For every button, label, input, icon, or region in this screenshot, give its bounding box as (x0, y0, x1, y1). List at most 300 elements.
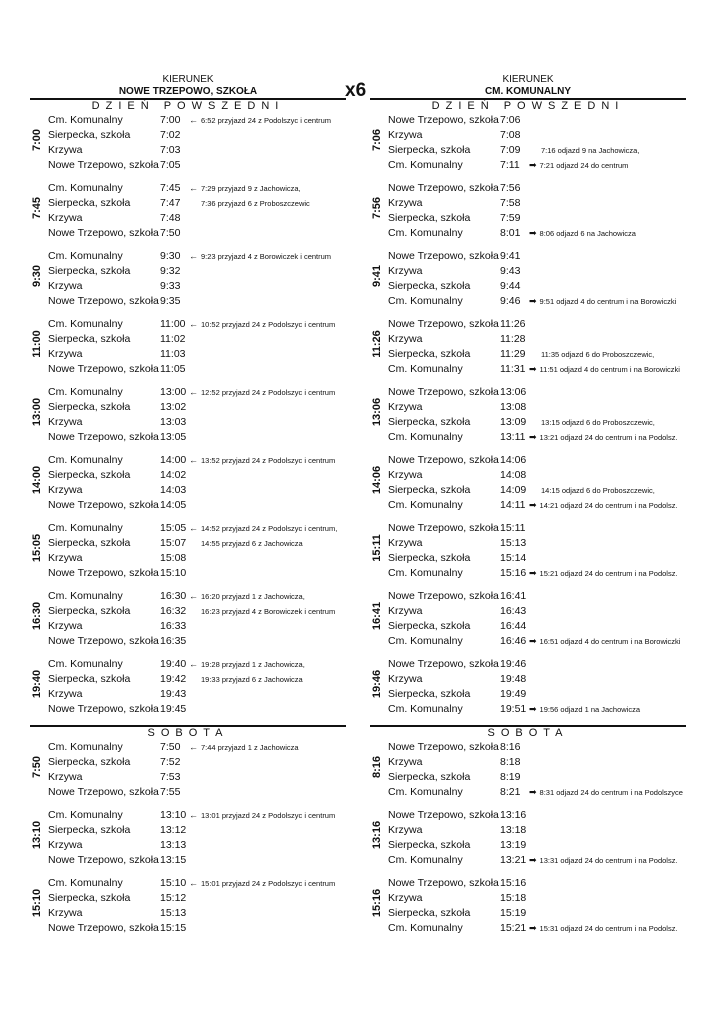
stop-time: 15:11 (500, 522, 526, 534)
stop-row (388, 838, 688, 853)
stop-row (388, 823, 688, 838)
stop-row (48, 740, 348, 755)
stop-row (388, 196, 688, 211)
stop-name: Krzywa (388, 401, 423, 413)
stop-time: 11:28 (500, 333, 526, 345)
stop-name: Krzywa (388, 197, 423, 209)
stop-name: Sierpecka, szkoła (48, 605, 131, 617)
stop-time: 16:44 (500, 620, 527, 632)
stop-time: 11:31 (500, 363, 526, 375)
stop-name: Sierpecka, szkoła (388, 620, 471, 632)
stop-row (48, 566, 348, 581)
arrow-right-icon: ➡ (529, 636, 537, 646)
stop-name: Cm. Komunalny (48, 658, 123, 670)
stop-name: Cm. Komunalny (48, 250, 123, 262)
stop-row (48, 672, 348, 687)
departure-time-vertical (30, 453, 44, 507)
stop-time: 9:44 (500, 280, 521, 292)
saturday-section-label: SOBOTA (147, 727, 229, 739)
departure-block (30, 521, 346, 589)
stop-time: 13:02 (160, 401, 187, 413)
stop-row (388, 181, 688, 196)
departure-time-label: 8:16 (371, 755, 383, 779)
stop-name: Nowe Trzepowo, szkoła (388, 182, 499, 194)
stop-name: Cm. Komunalny (388, 567, 463, 579)
stop-row (388, 294, 688, 309)
stop-time: 16:35 (160, 635, 187, 647)
stop-time: 15:10 (160, 877, 187, 889)
departure-time-vertical (370, 657, 384, 711)
stop-time: 9:46 (500, 295, 521, 307)
stop-name: Krzywa (48, 416, 83, 428)
stop-time: 13:11 (500, 431, 526, 443)
stop-name: Cm. Komunalny (388, 854, 463, 866)
departure-time-vertical (30, 740, 44, 794)
stop-name: Krzywa (48, 144, 83, 156)
stop-time: 7:00 (160, 114, 181, 126)
stop-name: Krzywa (388, 756, 423, 768)
stop-name: Krzywa (388, 824, 423, 836)
stop-row (388, 634, 688, 649)
kierunek-label: KIERUNEK (502, 74, 554, 85)
stop-time: 15:16 (500, 567, 527, 579)
stop-time: 8:21 (500, 786, 521, 798)
kierunek-label: KIERUNEK (162, 74, 214, 85)
departure-time-label: 19:46 (371, 669, 383, 699)
stop-row (388, 657, 688, 672)
stop-time: 13:16 (500, 809, 527, 821)
stop-row (388, 687, 688, 702)
stop-name: Sierpecka, szkoła (388, 907, 471, 919)
stop-row (48, 279, 348, 294)
stop-name: Sierpecka, szkoła (388, 839, 471, 851)
departure-block (370, 808, 686, 876)
stop-name: Krzywa (388, 673, 423, 685)
arrow-right-icon: ➡ (529, 923, 537, 933)
connection-note (541, 483, 655, 498)
stop-time: 7:03 (160, 144, 181, 156)
departure-block (370, 249, 686, 317)
connection-note-text: 19:33 przyjazd 6 z Jachowicza (201, 675, 303, 684)
stop-row (388, 808, 688, 823)
stop-time: 13:18 (500, 824, 527, 836)
stop-row (388, 891, 688, 906)
connection-note (189, 113, 331, 128)
stop-name: Krzywa (48, 839, 83, 851)
stop-time: 9:33 (160, 280, 181, 292)
stop-row (48, 483, 348, 498)
connection-note-text: 7:29 przyjazd 9 z Jachowicza, (201, 184, 301, 193)
connection-note (529, 294, 676, 309)
connection-note (529, 226, 636, 241)
stop-name: Krzywa (48, 620, 83, 632)
saturday-blocks (370, 740, 686, 944)
stop-time: 7:09 (500, 144, 521, 156)
stop-name: Krzywa (48, 552, 83, 564)
stop-row (48, 143, 348, 158)
stop-row (48, 128, 348, 143)
stop-name: Krzywa (388, 265, 423, 277)
stop-row (388, 551, 688, 566)
connection-note (189, 876, 335, 891)
connection-note-text: 10:52 przyjazd 24 z Podolszyc i centrum (201, 320, 336, 329)
departure-time-label: 16:30 (31, 601, 43, 631)
stop-name: Cm. Komunalny (48, 741, 123, 753)
stop-name: Cm. Komunalny (48, 318, 123, 330)
stop-time: 11:00 (160, 318, 186, 330)
stop-row (48, 634, 348, 649)
stop-time: 19:42 (160, 673, 187, 685)
stop-name: Nowe Trzepowo, szkoła (48, 786, 159, 798)
stop-row (48, 498, 348, 513)
stop-row (48, 619, 348, 634)
departure-time-label: 11:26 (371, 330, 383, 358)
connection-note (189, 521, 337, 536)
arrow-right-icon: ➡ (529, 704, 537, 714)
stop-time: 19:51 (500, 703, 527, 715)
connection-note-text: 14:21 odjazd 24 do centrum i na Podolsz. (539, 501, 678, 510)
connection-note-text: 13:01 przyjazd 24 z Podolszyc i centrum (201, 811, 336, 820)
stop-row (388, 113, 688, 128)
stop-row (388, 211, 688, 226)
departure-time-label: 14:00 (31, 465, 43, 495)
stop-name: Nowe Trzepowo, szkoła (48, 635, 159, 647)
stop-row (48, 702, 348, 717)
stop-name: Cm. Komunalny (48, 386, 123, 398)
stop-row (48, 785, 348, 800)
departure-time-label: 13:00 (31, 397, 43, 427)
connection-note-text: 13:31 odjazd 24 do centrum i na Podolsz. (539, 856, 678, 865)
direction-header (30, 74, 346, 98)
stop-row (48, 453, 348, 468)
stop-time: 14:11 (500, 499, 526, 511)
stop-name: Sierpecka, szkoła (388, 212, 471, 224)
stop-row (388, 362, 688, 377)
stop-name: Sierpecka, szkoła (388, 771, 471, 783)
departure-time-label: 9:41 (371, 264, 383, 288)
stop-row (388, 604, 688, 619)
departure-time-vertical (370, 589, 384, 643)
connection-note (201, 536, 303, 551)
stop-name: Sierpecka, szkoła (48, 469, 131, 481)
stop-time: 15:08 (160, 552, 187, 564)
connection-note-text: 19:56 odjazd 1 na Jachowicza (539, 705, 641, 714)
saturday-section-label: SOBOTA (487, 727, 569, 739)
stop-row (48, 755, 348, 770)
stop-row (388, 619, 688, 634)
stop-row (388, 740, 688, 755)
stop-row (48, 921, 348, 936)
departure-block (30, 876, 346, 944)
stop-row (388, 279, 688, 294)
connection-note-text: 14:15 odjazd 6 do Proboszczewic, (541, 486, 655, 495)
stop-row (48, 589, 348, 604)
stop-time: 19:48 (500, 673, 527, 685)
stop-row (388, 347, 688, 362)
stop-row (48, 400, 348, 415)
stop-row (48, 347, 348, 362)
departure-time-vertical (30, 113, 44, 167)
departure-block (370, 181, 686, 249)
departure-time-vertical (370, 317, 384, 371)
departure-time-label: 11:00 (31, 330, 43, 358)
stop-time: 15:15 (160, 922, 187, 934)
departure-time-vertical (30, 385, 44, 439)
stop-time: 14:03 (160, 484, 187, 496)
stop-name: Nowe Trzepowo, szkoła (388, 318, 499, 330)
departure-block (370, 453, 686, 521)
stop-row (388, 158, 688, 173)
stop-row (48, 536, 348, 551)
stop-name: Krzywa (48, 907, 83, 919)
connection-note (541, 143, 639, 158)
arrow-right-icon: ➡ (529, 364, 537, 374)
departure-time-vertical (30, 317, 44, 371)
connection-note-text: 7:16 odjazd 9 na Jachowicza, (541, 146, 640, 155)
connection-note (529, 634, 680, 649)
stop-name: Krzywa (48, 280, 83, 292)
arrow-right-icon: ➡ (529, 500, 537, 510)
departure-time-label: 13:10 (31, 820, 43, 850)
stop-time: 15:14 (500, 552, 527, 564)
saturday-blocks (30, 740, 346, 944)
departure-time-label: 13:16 (371, 820, 383, 850)
connection-note (201, 604, 335, 619)
stop-row (48, 906, 348, 921)
connection-note-text: 8:31 odjazd 24 do centrum i na Podolszyce (539, 788, 683, 797)
arrow-left-icon: ← (189, 523, 198, 533)
stop-time: 14:06 (500, 454, 527, 466)
departure-time-label: 15:16 (371, 888, 383, 918)
departure-block (30, 385, 346, 453)
stop-time: 9:43 (500, 265, 521, 277)
stop-name: Cm. Komunalny (388, 922, 463, 934)
stop-row (48, 876, 348, 891)
stop-name: Cm. Komunalny (48, 809, 123, 821)
stop-row (48, 430, 348, 445)
departure-block (30, 808, 346, 876)
stop-name: Sierpecka, szkoła (48, 333, 131, 345)
stop-row (388, 483, 688, 498)
destination-title: NOWE TRZEPOWO, SZKOŁA (118, 86, 258, 97)
departure-block (30, 589, 346, 657)
connection-note (201, 672, 303, 687)
stop-row (388, 400, 688, 415)
stop-time: 14:08 (500, 469, 527, 481)
stop-name: Sierpecka, szkoła (388, 552, 471, 564)
connection-note (189, 453, 335, 468)
connection-note (201, 196, 310, 211)
stop-name: Krzywa (48, 771, 83, 783)
stop-time: 9:41 (500, 250, 521, 262)
stop-name: Sierpecka, szkoła (48, 892, 131, 904)
departure-time-vertical (370, 249, 384, 303)
connection-note-text: 16:51 odjazd 4 do centrum i na Borowiczki (539, 637, 681, 646)
stop-name: Krzywa (388, 333, 423, 345)
stop-name: Nowe Trzepowo, szkoła (48, 922, 159, 934)
departure-block (370, 589, 686, 657)
stop-row (48, 687, 348, 702)
stop-row (48, 838, 348, 853)
stop-row (48, 211, 348, 226)
stop-row (48, 468, 348, 483)
stop-time: 19:40 (160, 658, 187, 670)
arrow-right-icon: ➡ (529, 568, 537, 578)
stop-name: Cm. Komunalny (388, 703, 463, 715)
stop-time: 13:13 (160, 839, 187, 851)
stop-time: 15:07 (160, 537, 187, 549)
stop-time: 16:46 (500, 635, 527, 647)
stop-name: Krzywa (48, 688, 83, 700)
departure-time-vertical (370, 521, 384, 575)
stop-name: Sierpecka, szkoła (388, 688, 471, 700)
stop-name: Nowe Trzepowo, szkoła (388, 250, 499, 262)
stop-time: 16:43 (500, 605, 527, 617)
stop-row (388, 498, 688, 513)
stop-time: 7:55 (160, 786, 181, 798)
stop-time: 7:47 (160, 197, 181, 209)
stop-name: Nowe Trzepowo, szkoła (388, 658, 499, 670)
connection-note-text: 12:52 przyjazd 24 z Podolszyc i centrum (201, 388, 336, 397)
stop-time: 7:50 (160, 741, 181, 753)
stop-name: Cm. Komunalny (388, 227, 463, 239)
connection-note (529, 158, 628, 173)
connection-note-text: 7:21 odjazd 24 do centrum (539, 161, 629, 170)
weekday-section-label: DZIEŃ POWSZEDNI (91, 100, 285, 112)
stop-name: Nowe Trzepowo, szkoła (388, 590, 499, 602)
stop-name: Nowe Trzepowo, szkoła (388, 114, 499, 126)
weekday-section-label: DZIEŃ POWSZEDNI (431, 100, 625, 112)
stop-row (48, 604, 348, 619)
stop-time: 13:10 (160, 809, 187, 821)
stop-row (48, 249, 348, 264)
stop-time: 16:41 (500, 590, 527, 602)
stop-time: 19:43 (160, 688, 187, 700)
connection-note-text: 9:23 przyjazd 4 z Borowiczek i centrum (201, 252, 332, 261)
stop-time: 9:35 (160, 295, 181, 307)
departure-time-vertical (370, 876, 384, 930)
direction-column-left (30, 0, 346, 944)
arrow-left-icon: ← (189, 115, 198, 125)
connection-note-text: 15:31 odjazd 24 do centrum i na Podolsz. (539, 924, 678, 933)
connection-note-text: 7:44 przyjazd 1 z Jachowicza (201, 743, 299, 752)
stop-row (48, 113, 348, 128)
stop-name: Sierpecka, szkoła (388, 484, 471, 496)
stop-row (48, 808, 348, 823)
stop-time: 9:30 (160, 250, 181, 262)
stop-time: 14:05 (160, 499, 187, 511)
connection-note-text: 13:52 przyjazd 24 z Podolszyc i centrum (201, 456, 336, 465)
stop-time: 15:10 (160, 567, 187, 579)
stop-row (48, 551, 348, 566)
departure-block (370, 657, 686, 725)
departure-block (30, 181, 346, 249)
stop-name: Nowe Trzepowo, szkoła (388, 522, 499, 534)
stop-row (388, 876, 688, 891)
stop-time: 19:49 (500, 688, 527, 700)
stop-row (388, 264, 688, 279)
stop-time: 19:46 (500, 658, 527, 670)
stop-time: 7:56 (500, 182, 521, 194)
stop-name: Nowe Trzepowo, szkoła (48, 499, 159, 511)
departure-time-vertical (30, 589, 44, 643)
stop-name: Cm. Komunalny (48, 114, 123, 126)
stop-name: Sierpecka, szkoła (388, 416, 471, 428)
stop-row (48, 332, 348, 347)
stop-row (388, 143, 688, 158)
stop-row (388, 672, 688, 687)
stop-row (48, 317, 348, 332)
stop-name: Krzywa (388, 892, 423, 904)
stop-name: Nowe Trzepowo, szkoła (48, 227, 159, 239)
stop-name: Krzywa (48, 212, 83, 224)
weekday-blocks (30, 113, 346, 725)
stop-time: 16:30 (160, 590, 187, 602)
arrow-right-icon: ➡ (529, 160, 537, 170)
stop-name: Sierpecka, szkoła (48, 197, 131, 209)
connection-note-text: 15:01 przyjazd 24 z Podolszyc i centrum (201, 879, 336, 888)
arrow-left-icon: ← (189, 878, 198, 888)
stop-name: Krzywa (388, 129, 423, 141)
connection-note-text: 19:28 przyjazd 1 z Jachowicza, (201, 660, 305, 669)
connection-note (189, 657, 305, 672)
stop-name: Krzywa (388, 605, 423, 617)
stop-row (48, 362, 348, 377)
departure-time-label: 19:40 (31, 669, 43, 699)
departure-time-vertical (30, 249, 44, 303)
arrow-left-icon: ← (189, 742, 198, 752)
departure-time-label: 7:00 (31, 128, 43, 152)
stop-name: Sierpecka, szkoła (388, 144, 471, 156)
stop-row (48, 770, 348, 785)
connection-note-text: 6:52 przyjazd 24 z Podolszyc i centrum (201, 116, 332, 125)
departure-block (30, 113, 346, 181)
arrow-right-icon: ➡ (529, 855, 537, 865)
stop-row (48, 853, 348, 868)
connection-note-text: 16:23 przyjazd 4 z Borowiczek i centrum (201, 607, 336, 616)
stop-name: Krzywa (48, 484, 83, 496)
connection-note-text: 14:55 przyjazd 6 z Jachowicza (201, 539, 303, 548)
stop-row (388, 415, 688, 430)
departure-block (30, 249, 346, 317)
destination-title: CM. KOMUNALNY (484, 86, 572, 97)
stop-time: 15:19 (500, 907, 527, 919)
connection-note (189, 385, 335, 400)
stop-row (48, 521, 348, 536)
departure-time-vertical (30, 181, 44, 235)
stop-name: Cm. Komunalny (388, 295, 463, 307)
stop-name: Nowe Trzepowo, szkoła (48, 363, 159, 375)
stop-row (388, 332, 688, 347)
connection-note (189, 249, 331, 264)
connection-note (189, 181, 301, 196)
connection-note (529, 566, 678, 581)
stop-row (388, 770, 688, 785)
connection-note-text: 9:51 odjazd 4 do centrum i na Borowiczki (539, 297, 677, 306)
stop-name: Cm. Komunalny (388, 786, 463, 798)
stop-row (388, 566, 688, 581)
connection-note (529, 498, 678, 513)
stop-time: 15:16 (500, 877, 527, 889)
connection-note (541, 347, 654, 362)
departure-block (370, 740, 686, 808)
frequency-multiplier: x6 (345, 80, 367, 101)
stop-name: Cm. Komunalny (388, 363, 463, 375)
stop-name: Sierpecka, szkoła (48, 537, 131, 549)
stop-row (388, 921, 688, 936)
arrow-left-icon: ← (189, 591, 198, 601)
departure-block (30, 317, 346, 385)
